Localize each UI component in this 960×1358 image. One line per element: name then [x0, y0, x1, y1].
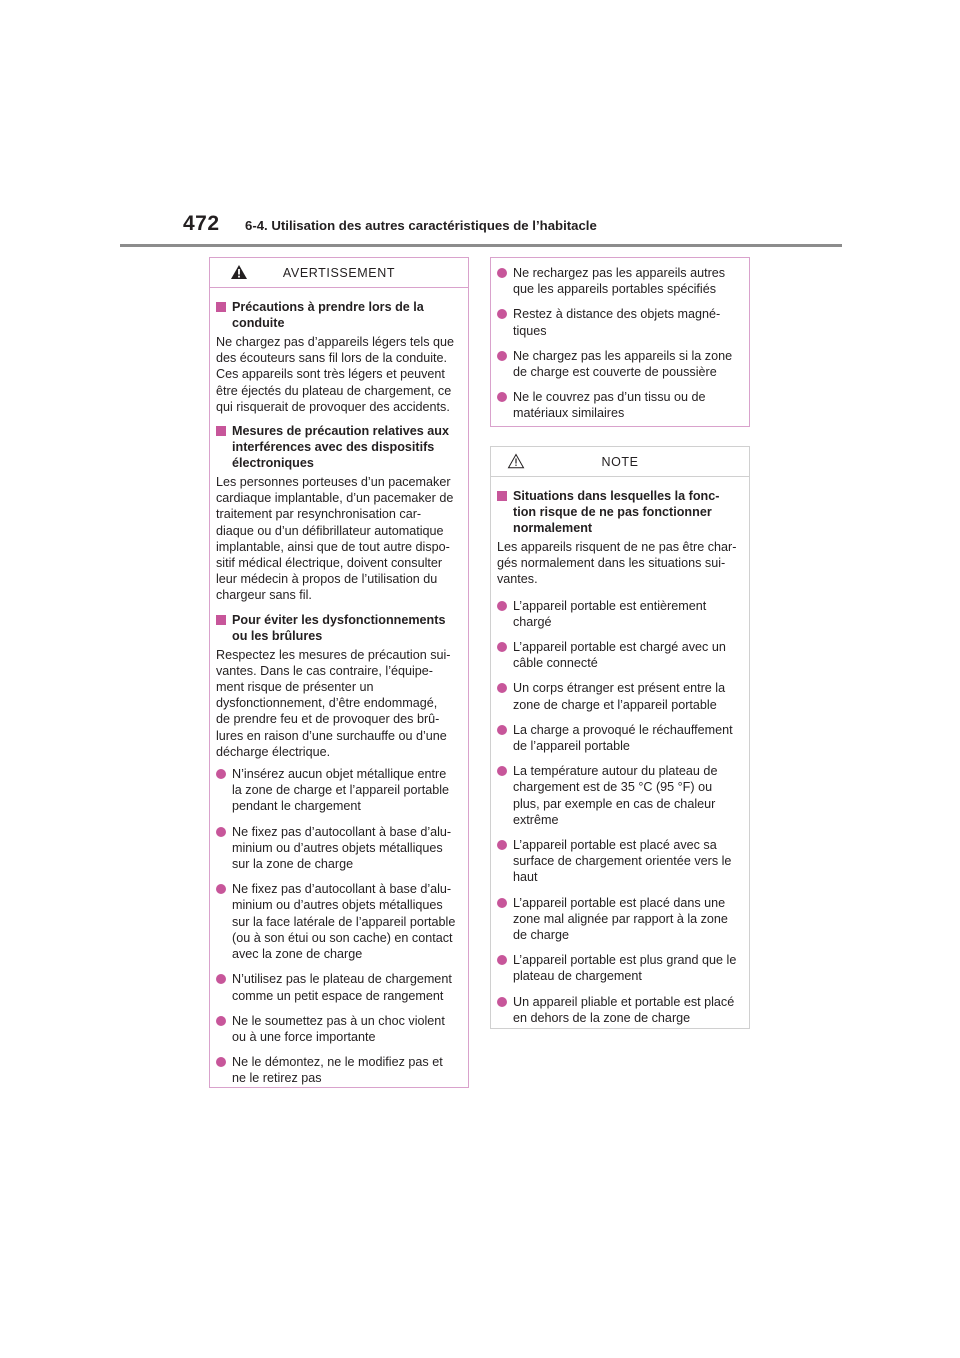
caution-triangle-icon [507, 453, 525, 469]
section-heading: Pour éviter les dysfonctionnements ou les brûlures [216, 612, 457, 644]
warning-box-continued [490, 257, 750, 427]
section-title: 6-4. Utilisation des autres caractéristiques de l’habitacle [245, 218, 597, 233]
warning-label: AVERTISSEMENT [282, 265, 396, 280]
section-heading: Précautions à prendre lors de la conduite [216, 299, 457, 331]
section-paragraph: Ne chargez pas d’appareils légers tels que des écouteurs sans fil lors de la conduite. Ces appareils sont très légers et peuvent être éjectés du plateau de chargement, ce qui risquerait de provoquer des accidents. [216, 335, 455, 414]
list-item: Ne fixez pas d’autocollant à base d’alu- minium ou d’autres objets métalliques sur la zone de charge [216, 824, 457, 873]
list-item: Restez à distance des objets magné- tiques [497, 306, 738, 338]
warning-section-1 [216, 299, 457, 415]
section-paragraph: Les personnes porteuses d’un pacemaker cardiaque implantable, d’un pacemaker de traitement par resynchronisation car- diaque ou d’un défibrillateur automatique implantable, ainsi que de tout autre dispo- sitif médical électrique, doivent consulter leur médecin à propos de l’utilisation du chargeur sans fil. [216, 475, 454, 603]
list-item: La température autour du plateau de chargement est de 35 °C (95 °F) ou plus, par exemple en cas de chaleur extrême [497, 763, 738, 828]
round-bullet-icon [497, 840, 507, 850]
list-item: L’appareil portable est chargé avec un câble connecté [497, 639, 738, 671]
page-number: 472 [183, 212, 220, 235]
round-bullet-icon [497, 766, 507, 776]
warning-triangle-icon [230, 264, 248, 280]
section-heading: Mesures de précaution relatives aux interférences avec des dispositifs électroniques [216, 423, 457, 471]
round-bullet-icon [216, 769, 226, 779]
round-bullet-icon [216, 884, 226, 894]
list-item: L’appareil portable est entièrement chargé [497, 598, 738, 630]
warning-section-2 [216, 423, 457, 604]
note-section [497, 488, 738, 588]
round-bullet-icon [497, 642, 507, 652]
list-item: N’insérez aucun objet métallique entre la zone de charge et l’appareil portable pendant le chargement [216, 766, 457, 815]
round-bullet-icon [216, 827, 226, 837]
round-bullet-icon [497, 601, 507, 611]
note-label: NOTE [601, 454, 639, 469]
list-item: L’appareil portable est plus grand que le plateau de chargement [497, 952, 738, 984]
round-bullet-icon [497, 392, 507, 402]
round-bullet-icon [497, 683, 507, 693]
square-bullet-icon [216, 426, 226, 436]
list-item: N’utilisez pas le plateau de chargement comme un petit espace de rangement [216, 971, 457, 1003]
square-bullet-icon [497, 491, 507, 501]
note-box [490, 446, 750, 1029]
section-paragraph: Respectez les mesures de précaution sui- vantes. Dans le cas contraire, l’équipe- ment risque de présenter un dysfonctionnement, d’être endommagé, de prendre feu et de provoquer des brû- lures en raison d’une surchauffe ou d’une décharge électrique. [216, 647, 451, 759]
round-bullet-icon [497, 309, 507, 319]
round-bullet-icon [497, 351, 507, 361]
square-bullet-icon [216, 615, 226, 625]
list-item: Ne le démontez, ne le modifiez pas et ne le retirez pas [216, 1054, 457, 1086]
round-bullet-icon [497, 268, 507, 278]
list-item: Ne rechargez pas les appareils autres que les appareils portables spécifiés [497, 265, 738, 297]
round-bullet-icon [216, 1016, 226, 1026]
section-heading: Situations dans lesquelles la fonc- tion risque de ne pas fonctionner normalement [497, 488, 738, 536]
round-bullet-icon [497, 955, 507, 965]
round-bullet-icon [497, 725, 507, 735]
section-paragraph: Les appareils risquent de ne pas être char- gés normalement dans les situations sui- vantes. [497, 540, 737, 587]
warning-box-header [210, 258, 468, 288]
round-bullet-icon [497, 898, 507, 908]
list-item: Ne fixez pas d’autocollant à base d’alu- minium ou d’autres objets métalliques sur la face latérale de l’appareil portable (ou à son étui ou son cache) en contact avec la zone de charge [216, 881, 457, 962]
list-item: Ne le soumettez pas à un choc violent ou à une force importante [216, 1013, 457, 1045]
list-item: La charge a provoqué le réchauffement de l’appareil portable [497, 722, 738, 754]
warning-box [209, 257, 469, 1088]
round-bullet-icon [216, 1057, 226, 1067]
square-bullet-icon [216, 302, 226, 312]
list-item: Un appareil pliable et portable est placé en dehors de la zone de charge [497, 994, 738, 1026]
list-item: Ne le couvrez pas d’un tissu ou de matériaux similaires [497, 389, 738, 421]
warning-section-3 [216, 612, 457, 760]
list-item: Un corps étranger est présent entre la zone de charge et l’appareil portable [497, 680, 738, 712]
list-item: Ne chargez pas les appareils si la zone de charge est couverte de poussière [497, 348, 738, 380]
header-divider [120, 244, 842, 247]
note-box-header [491, 447, 749, 477]
list-item: L’appareil portable est placé avec sa surface de chargement orientée vers le haut [497, 837, 738, 886]
round-bullet-icon [497, 997, 507, 1007]
list-item: L’appareil portable est placé dans une zone mal alignée par rapport à la zone de charge [497, 895, 738, 944]
round-bullet-icon [216, 974, 226, 984]
